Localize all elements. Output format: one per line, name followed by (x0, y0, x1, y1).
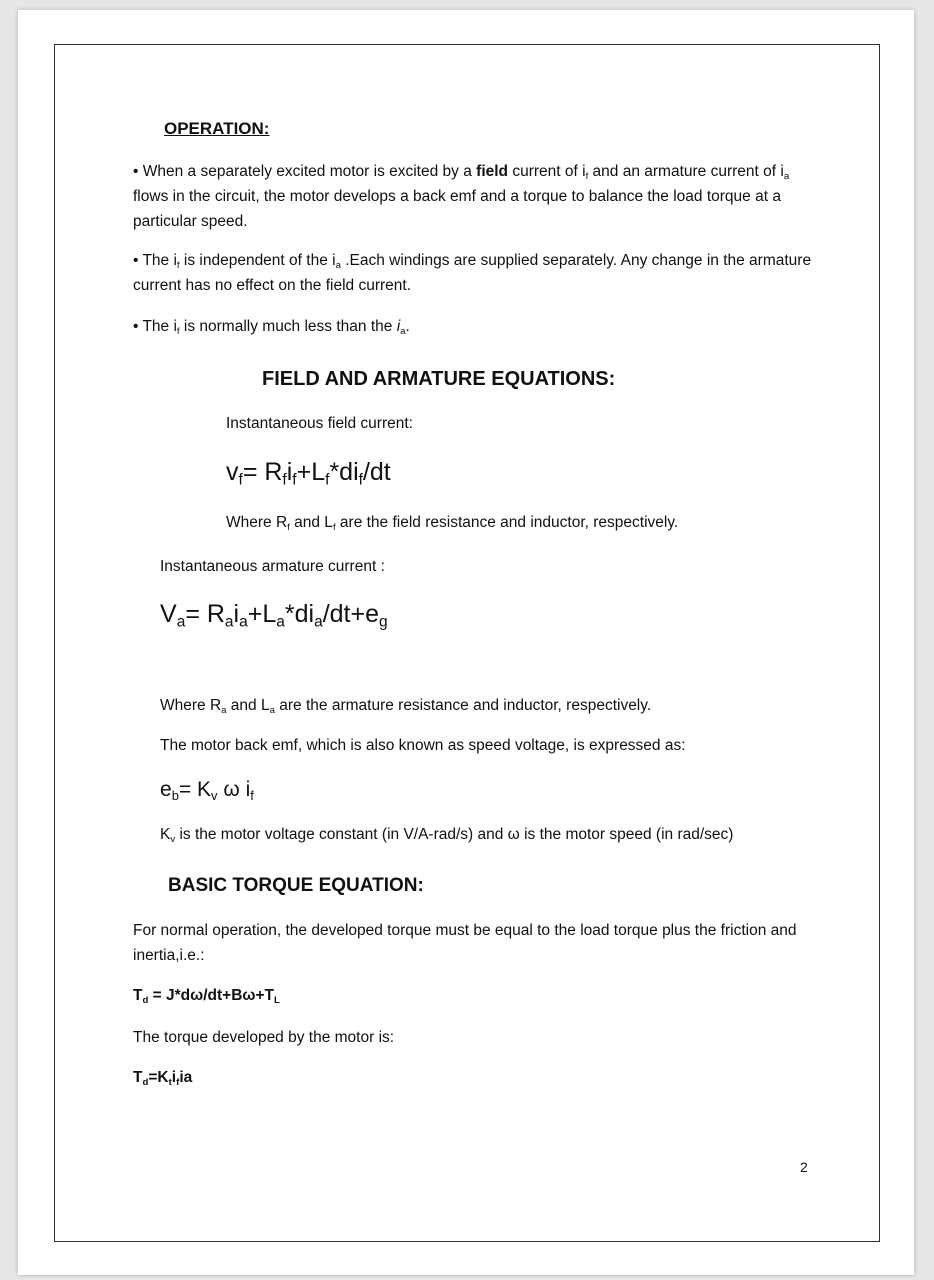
page-number: 2 (800, 1159, 808, 1175)
bullet-1: • When a separately excited motor is excited by a field current of $i_f$ and an armature current of $i_a$ flows in the circuit, the motor develops a back emf and a torque to balance the load torque at a particular speed. (133, 163, 790, 230)
torque-equation-1: $T_d = J*d\omega/dt+B\omega+T_L$ (133, 987, 280, 1006)
torque-paragraph: For normal operation, the developed torque must be equal to the load torque plus the friction and inertia,i.e.: (133, 922, 797, 964)
torque-equation-2: $T_d=K_ti_fia$ (133, 1069, 193, 1088)
operation-heading: OPERATION: (164, 119, 270, 138)
armature-current-label: Instantaneous armature current : (160, 558, 385, 575)
developed-torque-text: The torque developed by the motor is: (133, 1029, 395, 1046)
voltage-constant-text: $K_v$ is the motor voltage constant (in V/A-rad/s) and ω is the motor speed (in rad/sec) (160, 826, 734, 845)
field-armature-heading: FIELD AND ARMATURE EQUATIONS: (262, 368, 616, 390)
armature-equation: $V_a= R_ai_a+L_a*di_a/dt+e_g$ (160, 600, 388, 631)
field-where-text: Where $R_f$ and $L_f$ are the field resistance and inductor, respectively. (226, 514, 679, 533)
field-current-label: Instantaneous field current: (226, 415, 413, 432)
torque-heading: BASIC TORQUE EQUATION: (168, 875, 424, 896)
bullet-2: • The $i_f$ is independent of the $i_a$ .Each windings are supplied separately. Any change in the armature current has no effect on the field current. (133, 252, 812, 294)
back-emf-text: The motor back emf, which is also known as speed voltage, is expressed as: (160, 737, 686, 754)
bullet-3: • The $i_f$ is normally much less than the $i_a$. (133, 318, 410, 337)
armature-where-text: Where $R_a$ and $L_a$ are the armature resistance and inductor, respectively. (160, 697, 652, 716)
field-equation: $v_f= R_fi_f+L_f*di_f/dt$ (226, 458, 391, 489)
back-emf-equation: $e_b= K_v$ ω $i_f$ (160, 778, 254, 803)
